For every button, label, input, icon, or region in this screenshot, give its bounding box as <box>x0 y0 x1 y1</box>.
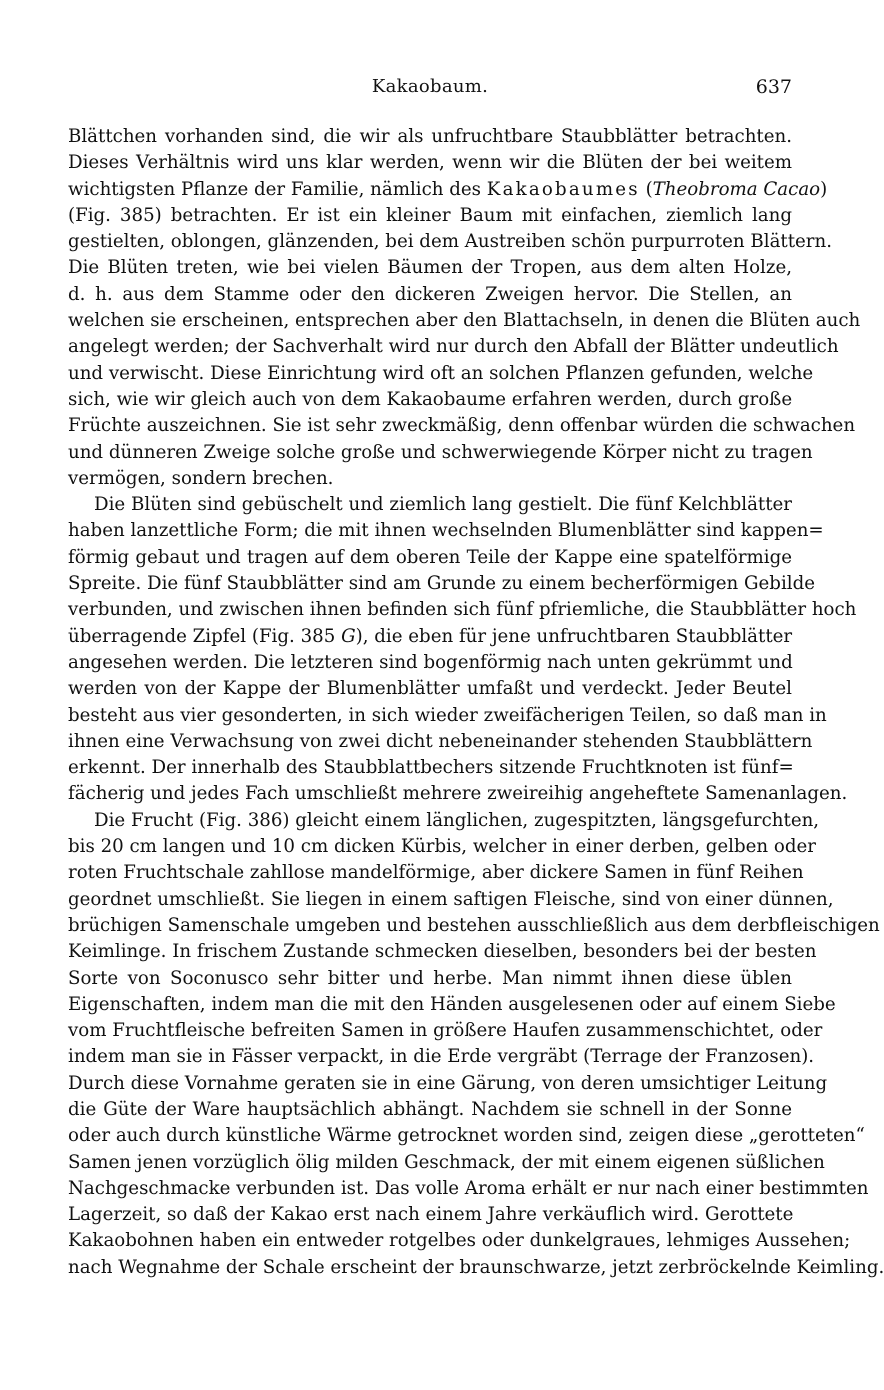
running-title: Kakaobaum. <box>371 76 489 97</box>
text-run: roten Fruchtschale zahllose mandelförmige, aber dickere Samen in fünf Reihen <box>68 862 804 884</box>
text-run: haben lanzettliche Form; die mit ihnen wechselnden Blumenblätter sind kappen= <box>68 520 824 542</box>
text-run: förmig gebaut und tragen auf dem oberen Teile der Kappe eine spatelförmige <box>68 546 792 568</box>
text-line <box>68 755 792 781</box>
text-run: ), die eben für jene unfruchtbaren Staubblätter <box>355 625 793 647</box>
text-line <box>68 361 814 387</box>
text-line <box>68 255 792 281</box>
text-line <box>68 624 792 650</box>
text-run: und verwischt. Diese Einrichtung wird oft an solchen Pflanzen gefunden, welche <box>68 362 814 384</box>
text-line <box>68 545 792 571</box>
text-line <box>68 913 880 939</box>
text-line <box>68 203 792 229</box>
text-run: wichtigsten Pflanze der Familie, nämlich des <box>68 178 487 200</box>
text-run: Früchte auszeichnen. Sie ist sehr zweckmäßig, denn offenbar würden die schwachen <box>68 415 856 437</box>
italic-text: Theobroma Cacao <box>652 178 821 200</box>
text-run: gestielten, oblongen, glänzenden, bei dem Austreiben schön purpurroten Blättern. <box>68 231 832 253</box>
italic-text: G <box>341 625 356 647</box>
text-run: verbunden, und zwischen ihnen befinden sich fünf pfriemliche, die Staubblätter hoch <box>68 599 857 621</box>
text-line <box>68 966 792 992</box>
text-run: brüchigen Samenschale umgeben und bestehen ausschließlich aus dem derbfleischigen <box>68 914 880 936</box>
text-run: d. h. aus dem Stamme oder den dickeren Zweigen hervor. Die Stellen, an <box>68 283 792 305</box>
text-run: ( <box>639 178 653 200</box>
text-line <box>68 1228 851 1254</box>
text-line <box>68 1255 884 1281</box>
text-line <box>68 860 804 886</box>
text-line <box>68 808 820 834</box>
text-run: Eigenschaften, indem man die mit den Händen ausgelesenen oder auf einem Siebe <box>68 993 836 1015</box>
text-run: Keimlinge. In frischem Zustande schmecken dieselben, besonders bei der besten <box>68 941 817 963</box>
text-line <box>68 703 827 729</box>
text-run: Durch diese Vornahme geraten sie in eine Gärung, von deren umsichtiger Leitung <box>68 1072 828 1094</box>
text-run: überragende Zipfel (Fig. 385 <box>68 625 342 647</box>
paragraph <box>68 808 884 1281</box>
text-line <box>68 1071 828 1097</box>
text-line <box>68 1097 792 1123</box>
text-line <box>68 308 861 334</box>
text-run: (Fig. 385) betrachten. Er ist ein kleiner Baum mit einfachen, ziemlich lang <box>68 204 792 226</box>
text-run: vermögen, sondern brechen. <box>68 467 334 489</box>
text-run: und dünneren Zweige solche große und schwerwiegende Körper nicht zu tragen <box>68 441 813 463</box>
text-line <box>68 466 792 492</box>
text-line <box>68 1176 869 1202</box>
text-run: Samen jenen vorzüglich ölig milden Geschmack, der mit einem eigenen süßlichen <box>68 1151 825 1173</box>
text-run: werden von der Kappe der Blumenblätter umfaßt und verdeckt. Jeder Beutel <box>68 678 792 700</box>
text-line <box>68 518 824 544</box>
text-run: nach Wegnahme der Schale erscheint der braunschwarze, jetzt zerbröckelnde Keimling. <box>68 1256 884 1278</box>
text-run: oder auch durch künstliche Wärme getrocknet worden sind, zeigen diese „gerotteten“ <box>68 1125 865 1147</box>
text-line <box>68 492 792 518</box>
text-run: Lagerzeit, so daß der Kakao erst nach einem Jahre verkäuflich wird. Gerottete <box>68 1204 794 1226</box>
text-run: Die Blüten sind gebüschelt und ziemlich lang gestielt. Die fünf Kelchblätter <box>94 494 792 516</box>
text-line <box>68 571 815 597</box>
text-run: indem man sie in Fässer verpackt, in die Erde vergräbt (Terrage der Franzosen). <box>68 1046 815 1068</box>
text-run: bis 20 cm langen und 10 cm dicken Kürbis, welcher in einer derben, gelben oder <box>68 836 816 858</box>
text-line <box>68 887 834 913</box>
text-line <box>68 1044 815 1070</box>
text-run: welchen sie erscheinen, entsprechen aber den Blattachseln, in denen die Blüten auch <box>68 310 861 332</box>
text-run: Die Frucht (Fig. 386) gleicht einem länglichen, zugespitzten, längsgefurchten, <box>94 809 820 831</box>
text-line <box>68 387 792 413</box>
text-run: besteht aus vier gesonderten, in sich wieder zweifächerigen Teilen, so daß man in <box>68 704 827 726</box>
text-run: Blättchen vorhanden sind, die wir als unfruchtbare Staubblätter betrachten. <box>68 126 792 147</box>
text-run: die Güte der Ware hauptsächlich abhängt. Nachdem sie schnell in der Sonne <box>68 1098 792 1120</box>
text-line <box>68 992 836 1018</box>
text-line <box>68 939 817 965</box>
text-line <box>68 150 792 176</box>
text-run: angelegt werden; der Sachverhalt wird nur durch den Abfall der Blätter undeutlich <box>68 336 839 358</box>
running-header <box>68 76 792 106</box>
text-line <box>68 834 816 860</box>
text-run: Nachgeschmacke verbunden ist. Das volle Aroma erhält er nur nach einer bestimmten <box>68 1177 869 1199</box>
text-run: vom Fruchtfleische befreiten Samen in größere Haufen zusammenschichtet, oder <box>68 1020 823 1042</box>
text-line <box>68 1123 865 1149</box>
text-run: Die Blüten treten, wie bei vielen Bäumen der Tropen, aus dem alten Holze, <box>68 257 792 279</box>
text-run: Sorte von Soconusco sehr bitter und herbe. Man nimmt ihnen diese üblen <box>68 967 792 989</box>
text-line <box>68 124 792 150</box>
text-line <box>68 597 857 623</box>
text-line <box>68 440 813 466</box>
text-run: Kakaobohnen haben ein entweder rotgelbes oder dunkelgraues, lehmiges Aussehen; <box>68 1230 851 1252</box>
text-line <box>68 1150 825 1176</box>
text-line <box>68 1018 823 1044</box>
text-line <box>68 729 813 755</box>
text-line <box>68 413 856 439</box>
paragraph <box>68 492 857 808</box>
spaced-text: Kakaobaumes <box>486 178 640 200</box>
text-run: Spreite. Die fünf Staubblätter sind am Grunde zu einem becherförmigen Gebilde <box>68 573 815 595</box>
text-run: angesehen werden. Die letzteren sind bogenförmig nach unten gekrümmt und <box>68 651 793 673</box>
paragraph <box>68 124 861 492</box>
text-run: geordnet umschließt. Sie liegen in einem saftigen Fleische, sind von einer dünnen, <box>68 888 834 910</box>
text-run: sich, wie wir gleich auch von dem Kakaobaume erfahren werden, durch große <box>68 388 793 410</box>
body-text <box>68 124 884 1281</box>
text-run: erkennt. Der innerhalb des Staubblattbechers sitzende Fruchtknoten ist fünf= <box>68 757 794 779</box>
text-line <box>68 229 832 255</box>
text-run: fächerig und jedes Fach umschließt mehrere zweireihig angeheftete Samenanlagen. <box>68 783 848 805</box>
text-line <box>68 650 792 676</box>
text-run: ) <box>820 178 828 200</box>
text-line <box>68 282 792 308</box>
text-line <box>68 334 839 360</box>
text-run: Dieses Verhältnis wird uns klar werden, wenn wir die Blüten der bei weitem <box>68 152 792 174</box>
text-run: ihnen eine Verwachsung von zwei dicht nebeneinander stehenden Staubblättern <box>68 730 813 752</box>
text-line <box>68 1202 792 1228</box>
text-line <box>68 781 848 807</box>
text-line <box>68 676 792 702</box>
text-line <box>68 177 828 203</box>
page-number: 637 <box>755 76 792 98</box>
